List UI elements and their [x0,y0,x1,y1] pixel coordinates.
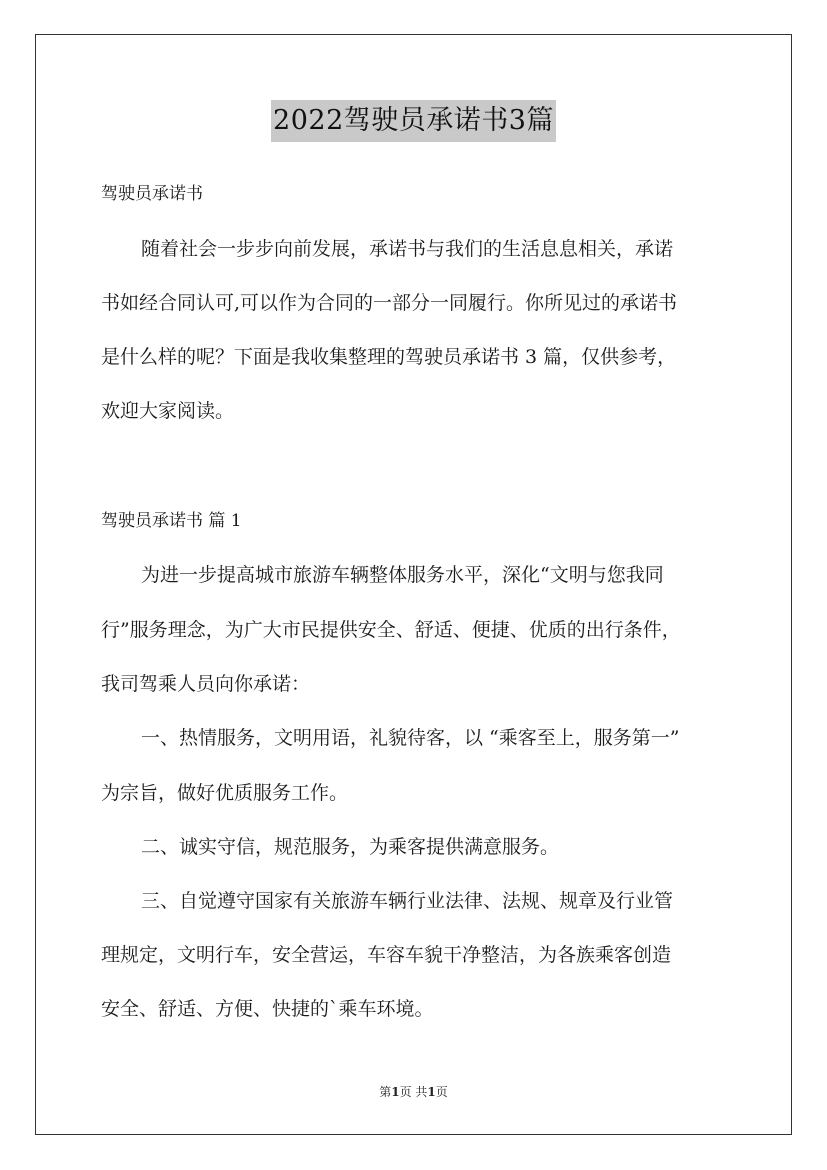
page-footer [0,1083,827,1100]
body-line: 安全、舒适、方便、快捷的`乘车环境。 [101,998,434,1020]
body-line: 行”服务理念，为广大市民提供安全、舒适、便捷、优质的出行条件， [101,619,681,641]
footer-prefix: 第 [379,1085,392,1099]
intro-line: 是什么样的呢？下面是我收集整理的驾驶员承诺书 3 篇，仅供参考， [101,346,677,368]
body-line: 三、自觉遵守国家有关旅游车辆行业法律、法规、规章及行业管 [141,890,674,912]
section-heading: 驾驶员承诺书 篇 1 [101,511,242,531]
body-line: 二、诚实守信，规范服务，为乘客提供满意服务。 [141,836,560,858]
body-line: 为宗旨，做好优质服务工作。 [101,782,349,804]
footer-page-total: 1 [427,1085,436,1099]
body-line: 一、热情服务，文明用语，礼貌待客，以 “乘客至上，服务第一” [141,727,680,749]
footer-suffix: 页 [435,1085,448,1099]
section-heading: 驾驶员承诺书 [101,184,203,204]
footer-mid: 页 共 [399,1085,428,1099]
body-line: 我司驾乘人员向你承诺： [101,673,311,695]
title-container [0,100,827,142]
intro-line: 随着社会一步步向前发展，承诺书与我们的生活息息相关，承诺 [141,238,674,260]
footer-page-number: 1 [391,1085,400,1099]
document-title: 2022驾驶员承诺书3篇 [271,100,556,142]
body-line: 为进一步提高城市旅游车辆整体服务水平，深化“文明与您我同 [141,564,664,586]
intro-line: 书如经合同认可,可以作为合同的一部分一同履行。你所见过的承诺书 [101,292,678,314]
intro-line: 欢迎大家阅读。 [101,400,235,422]
body-line: 理规定，文明行车，安全营运，车容车貌干净整洁，为各族乘客创造 [101,944,672,966]
